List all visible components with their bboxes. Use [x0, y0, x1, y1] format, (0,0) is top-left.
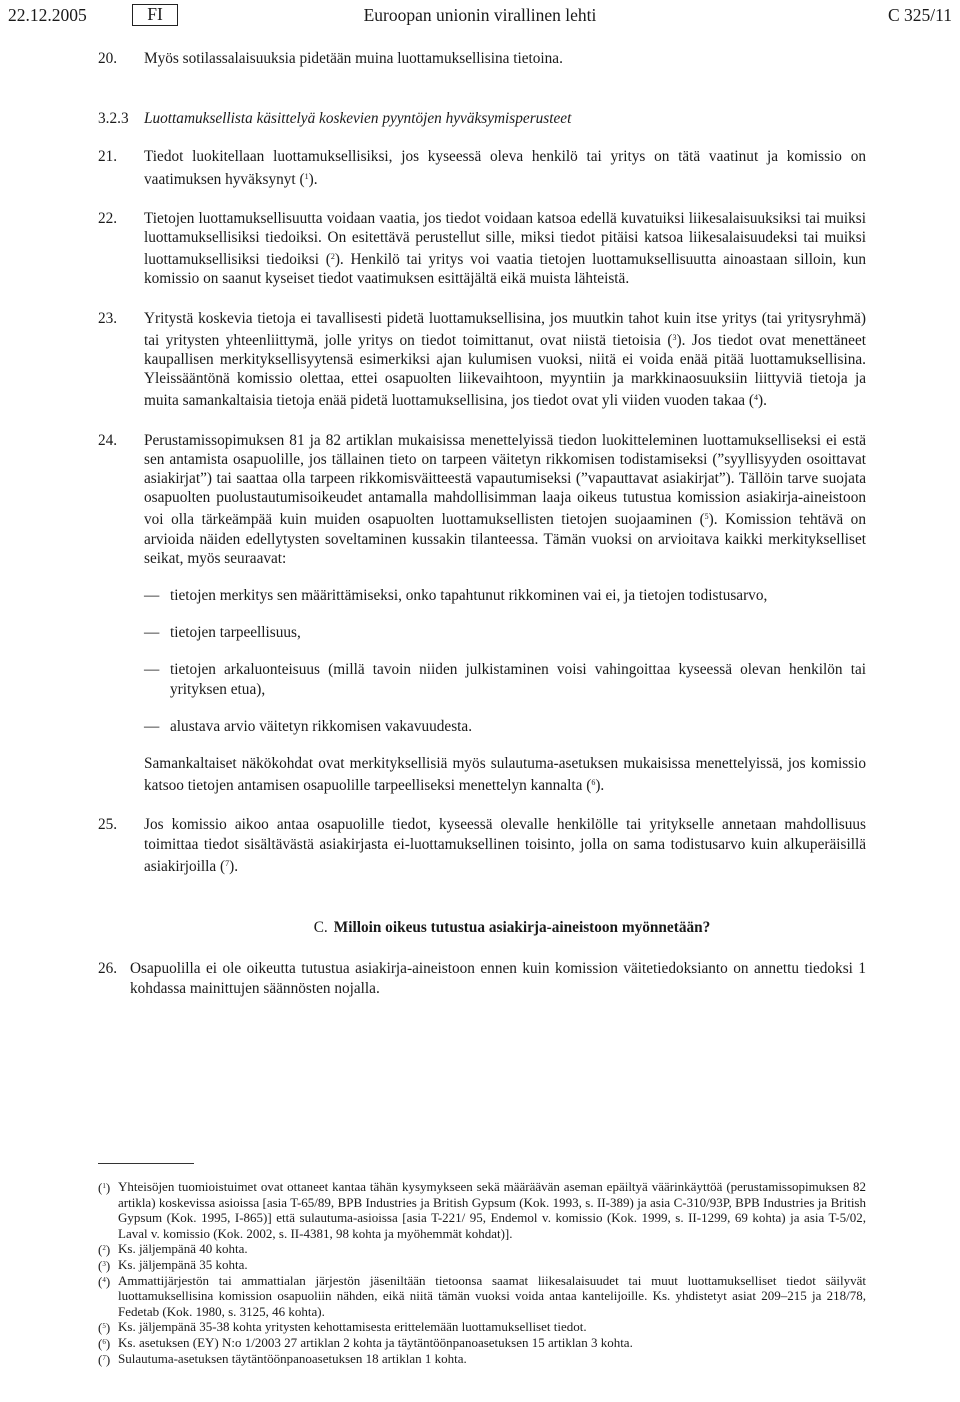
document-body	[98, 42, 866, 998]
footnote-number: 5	[102, 1322, 106, 1331]
paragraph-26: 26. Osapuolilla ei ole oikeutta tutustua asiakirja-aineistoon ennen kuin komission väitetiedoksianto on annettu tiedoksi 1 kohdassa mainittujen säännösten nojalla.	[98, 960, 866, 997]
list-item: — alustava arvio väitetyn rikkomisen vakavuudesta.	[144, 717, 473, 735]
footnote-number: 4	[102, 1275, 106, 1284]
section-heading	[98, 918, 866, 937]
paragraph-25: 25. Jos komissio aikoo antaa osapuolille tiedot, kyseessä olevalle henkilölle tai yritykselle annetaan mahdollisuus toimittaa tiedot sisältävästä asiakirjasta ei-luottamuksellinen toisinto, jolla on sama todistusarvo kuin alkuperäisillä asiakirjoilla ($^7$).	[98, 816, 866, 875]
footnote-separator	[98, 1163, 194, 1164]
footnote: ($^2$) Ks. jäljempänä 40 kohta.	[98, 1241, 248, 1258]
dash-bullet: —	[144, 587, 160, 605]
footnote: ($^3$) Ks. jäljempänä 35 kohta.	[98, 1256, 248, 1273]
publication-date: 22.12.2005	[8, 5, 87, 25]
section-letter: C.	[313, 919, 328, 937]
footnote-ref[interactable]: 1	[304, 171, 309, 181]
footnote: ($^4$) Ammattijärjestön tai ammattialan järjestön jäseniltään tietoonsa saamat liikesalaisuudet tai muut luottamukselliset tiedot säilyvät luottamuksellisina komission osapuoliin nähden, eikä niitä tämän vuoksi voida antaa kantelijoille. Ks. yhdistetyt asiat 209–215 ja 218/78, Fedetab (Kok. 1980, s. 3125, 46 kohta).	[98, 1272, 866, 1319]
paragraph-22: 22. Tietojen luottamuksellisuutta voidaan vaatia, jos tiedot voidaan katsoa edellä kuvatuiksi liikesalaisuuksiksi tai muiksi luottamuksellisiksi tiedoiksi. On esitettävä perustellut sille, miksi tiedot pitäisi katsoa liikesalaisuudeksi tai muiksi luottamuksellisiksi tiedoiksi ($^2$). Henkilö tai yritys voi vaatia tietojen luottamuksellisuutta ainoastaan silloin, kun komissio on saanut kyseiset tiedot vaatimuksen esittäjältä eikä muista lähteistä.	[98, 209, 867, 288]
footnote-ref[interactable]: 2	[330, 252, 335, 262]
paragraph-23: 23. Yritystä koskevia tietoja ei tavallisesti pidetä luottamuksellisina, jos muutkin tahot kuin itse yritys (tai yritysryhmä) tai yritysten yhteenliittymä, jolle yritys on tiedot toimittanut, ovat niistä tietoisia ($^3$). Jos tiedot ovat menettäneet kaupallisen merkityksellisyytensä esimerkiksi ajan kulumisen vuoksi, niitä ei voida enää pitää luottamuksellisina. Yleissääntönä komissio olettaa, ettei osapuolten liikevaihtoon, myyntiin ja markkinaosuuksiin liittyviä tietoja ja muita samankaltaisia tietoja enää pidetä luottamuksellisina, jos tiedot ovat yli viiden vuoden takaa ($^4$).	[98, 309, 866, 410]
dash-bullet: —	[144, 661, 160, 679]
footnote-ref[interactable]: 6	[591, 778, 596, 788]
footnote-number: 1	[102, 1182, 106, 1190]
footnotes	[98, 1179, 866, 1366]
page-reference: C 325/11	[887, 5, 952, 25]
footnote-ref[interactable]: 7	[225, 858, 230, 868]
footnote-number: 2	[102, 1244, 106, 1253]
paragraph-24: 24. Perustamissopimuksen 81 ja 82 artiklan mukaisissa menettelyissä tiedon luokitteleminen luottamukselliseksi ei estä sen antamista osapuolille, jos tällainen tieto on tarpeen väitetyn rikkomisen todistamiseksi (”syyllisyyden osoittavat asiakirjat”) tai saattaa olla tarpeen rikkomisväitteestä vapautumiseksi (”vapauttavat asiakirjat”). Tällöin tarve suojata osapuolten puolustautumisoikeudet antamalla mahdollisimman laaja oikeus tutustua komission asiakirja-aineistoon voi olla tärkeämpää kuin muiden osapuolten luottamuksellisten tietojen suojaaminen ($^5$). Komission tehtävä on arvioida näiden edellytysten soveltaminen kussakin tilanteessa. Tämän vuoksi on arvioitava kaikki merkitykselliset seikat, myös seuraavat:	[98, 431, 866, 567]
footnote-number: 6	[102, 1337, 106, 1346]
footnote-number: 3	[102, 1259, 106, 1268]
footnote-number: 7	[102, 1353, 106, 1362]
footnote: ($^1$) Yhteisöjen tuomioistuimet ovat ottaneet kantaa tähän kysymykseen sekä määräävän aseman epäiltyä väärinkäyttöä (perustamissopimuksen 82 artikla) koskevissa asioissa [asia T-65/89, BPB Industries ja British Gypsum (Kok. 1993, s. II-389) ja asia C-310/93P, BPB Industries ja British Gypsum (Kok. 1995, I-865)] että sulautuma-asioissa [asia T-221/ 95, Endemol v. komissio (Kok. 1999, s. II-1299, 69 kohta) ja asia T-5/02, Laval v. komissio (Kok. 2002, s. II-4381, 98 kohta ja myöhemmät kohdat)].	[98, 1179, 866, 1241]
paragraph-number: 20.	[98, 50, 118, 67]
page-header	[8, 4, 952, 26]
dash-bullet: —	[144, 717, 160, 735]
dash-bullet: —	[144, 624, 160, 642]
paragraph-20	[98, 49, 866, 68]
paragraph-number: 22.	[98, 209, 118, 227]
list-item: — tietojen arkaluonteisuus (millä tavoin niiden julkistaminen voisi vahingoittaa kyseessä olevan henkilön tai yrityksen etua),	[144, 661, 866, 698]
paragraph-number: 23.	[98, 309, 118, 327]
subsection-heading	[98, 109, 866, 128]
paragraph-24-continuation: Samankaltaiset näkökohdat ovat merkityksellisiä myös sulautuma-asetuksen mukaisissa menettelyissä, jos komissio katsoo tietojen antamisen osapuolille tarpeelliseksi menettelyn kannalta ($^6$).	[144, 755, 866, 795]
language-code-box: FI	[132, 4, 178, 26]
journal-title: Euroopan unionin virallinen lehti	[363, 5, 597, 25]
paragraph-text: Myös sotilassalaisuuksia pidetään muina luottamuksellisina tietoina.	[144, 50, 563, 67]
paragraph-number: 25.	[98, 816, 118, 834]
list-item: — tietojen tarpeellisuus,	[144, 624, 301, 642]
section-title-text: Milloin oikeus tutustua asiakirja-aineistoon myönnetään?	[333, 919, 711, 937]
footnote-ref[interactable]: 5	[704, 512, 709, 522]
footnote: ($^7$) Sulautuma-asetuksen täytäntöönpanoasetuksen 18 artiklan 1 kohta.	[98, 1350, 467, 1367]
footnote-ref[interactable]: 4	[754, 393, 759, 403]
paragraph-number: 26.	[98, 960, 118, 978]
heading-text: Luottamuksellista käsittelyä koskevien pyyntöjen hyväksymisperusteet	[144, 110, 572, 128]
footnote: ($^5$) Ks. jäljempänä 35-38 kohta yritysten kehottamisesta erittelemään luottamukselliset tiedot.	[98, 1319, 587, 1336]
paragraph-21: 21. Tiedot luokitellaan luottamuksellisiksi, jos kyseessä oleva henkilö tai yritys on tätä vaatinut ja komissio on vaatimuksen hyväksynyt ($^1$).	[98, 148, 866, 188]
paragraph-number: 24.	[98, 431, 118, 449]
paragraph-number: 21.	[98, 148, 118, 166]
footnote: ($^6$) Ks. asetuksen (EY) N:o 1/2003 27 artiklan 2 kohta ja täytäntöönpanoasetuksen 15 artiklan 3 kohta.	[98, 1334, 633, 1351]
footnote-ref[interactable]: 3	[672, 332, 677, 342]
heading-number: 3.2.3	[98, 110, 129, 128]
list-item: — tietojen merkitys sen määrittämiseksi, onko tapahtunut rikkominen vai ei, ja tietojen todistusarvo,	[144, 587, 768, 605]
